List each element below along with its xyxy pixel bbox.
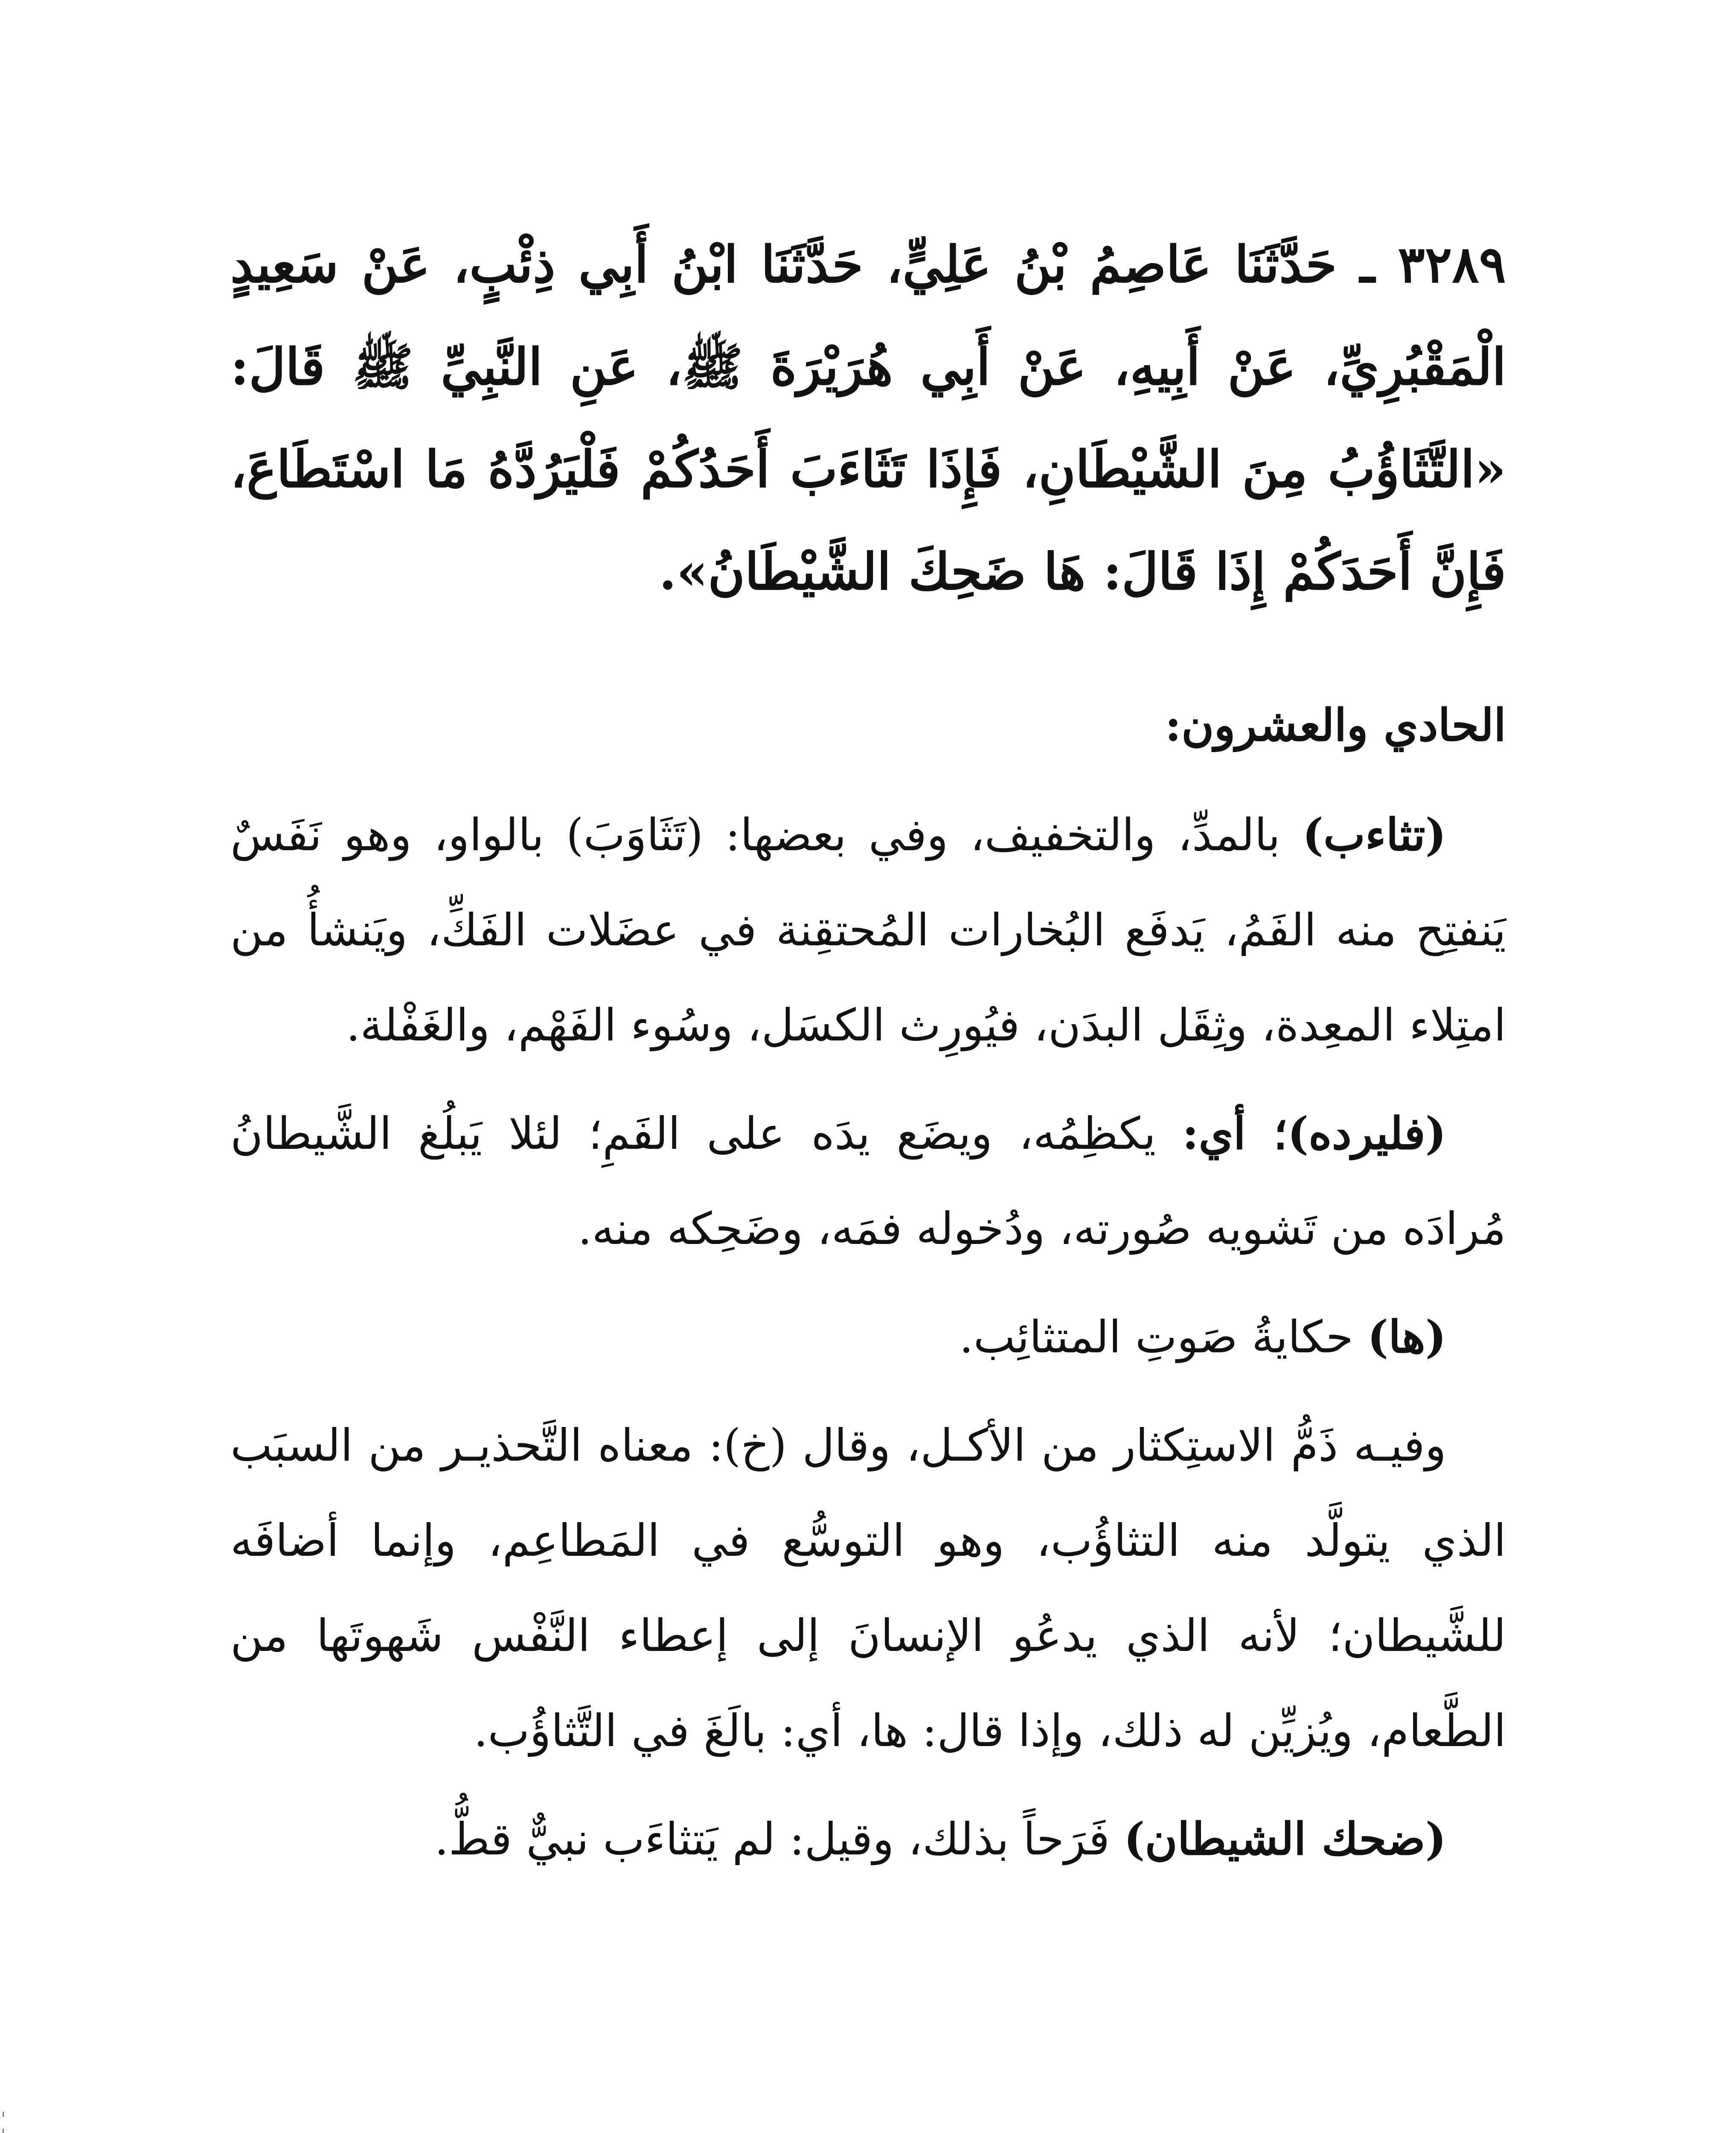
commentary-text: بالمدِّ، والتخفيف، وفي بعضها: (تَثَاوَبَ) بالواو، وهو نَفَسٌ يَنفتِح منه الفَمُ، يَدفَع البُخارات المُحتقِنة في عضَلات الفَكِّ، ويَنشأُ من امتِلاء المعِدة، وثِقَل البدَن، فيُورِث الكسَل، وسُوء الفَهْم، والغَفْلة.: [230, 809, 1506, 1051]
hadith-number: ٣٢٨٩ ـ: [1360, 235, 1506, 294]
commentary-lead: (ها): [1367, 1311, 1446, 1363]
commentary-lead: (فليرده)؛ أي:: [1182, 1107, 1446, 1159]
commentary-text: فَرَحاً بذلك، وقيل: لم يَتثاءَب نبيٌّ قطُّ.: [434, 1813, 1124, 1865]
commentary-block: [230, 787, 1506, 1900]
commentary-paragraph: [230, 787, 1506, 1073]
commentary-paragraph: [230, 1086, 1506, 1276]
commentary-text: وفيـه ذَمُّ الاستِكثار من الأكـل، وقال (خ): معناه التَّحذيـر من السبَب الذي يتولَّد منه التثاؤُب، وهو التوسُّع في المَطاعِم، وإنما أضافَه للشَّيطان؛ لأنه الذي يدعُو الإنسانَ إلى إعطاء النَّفْس شَهوتَها من الطَّعام، ويُزيِّن له ذلك، وإذا قال: ها، أي: بالَغَ في التَّثاؤُب.: [230, 1419, 1506, 1757]
commentary-paragraph: [230, 1791, 1506, 1887]
hadith-block: [230, 213, 1506, 623]
commentary-text: يكظِمُه، ويضَع يدَه على الفَمِ؛ لئلا يَبلُغ الشَّيطانُ مُرادَه من تَشويه صُورته، ودُخوله فمَه، وضَحِكه منه.: [230, 1107, 1506, 1255]
commentary-paragraph: [230, 1289, 1506, 1385]
section-heading: الحادي والعشرون:: [1165, 699, 1506, 751]
commentary-text: حكايةُ صَوتِ المتثائِب.: [959, 1311, 1368, 1363]
commentary-paragraph: [230, 1398, 1506, 1778]
commentary-lead: (تثاءب): [1302, 808, 1446, 861]
hadith-text: حَدَّثَنَا عَاصِمُ بْنُ عَلِيٍّ، حَدَّثَنَا ابْنُ أَبِي ذِئْبٍ، عَنْ سَعِيدٍ الْمَقْبُرِيِّ، عَنْ أَبِيهِ، عَنْ أَبِي هُرَيْرَةَ ﷺ، عَنِ النَّبِيِّ ﷺ قَالَ: «التَّثَاؤُبُ مِنَ الشَّيْطَانِ، فَإِذَا تَثَاءَبَ أَحَدُكُمْ فَلْيَرُدَّهُ مَا اسْتَطَاعَ، فَإِنَّ أَحَدَكُمْ إِذَا قَالَ: هَا ضَحِكَ الشَّيْطَانُ».: [230, 235, 1506, 601]
commentary-lead: (ضحك الشيطان): [1124, 1813, 1446, 1865]
scan-edge-mark: [3, 2112, 4, 2133]
